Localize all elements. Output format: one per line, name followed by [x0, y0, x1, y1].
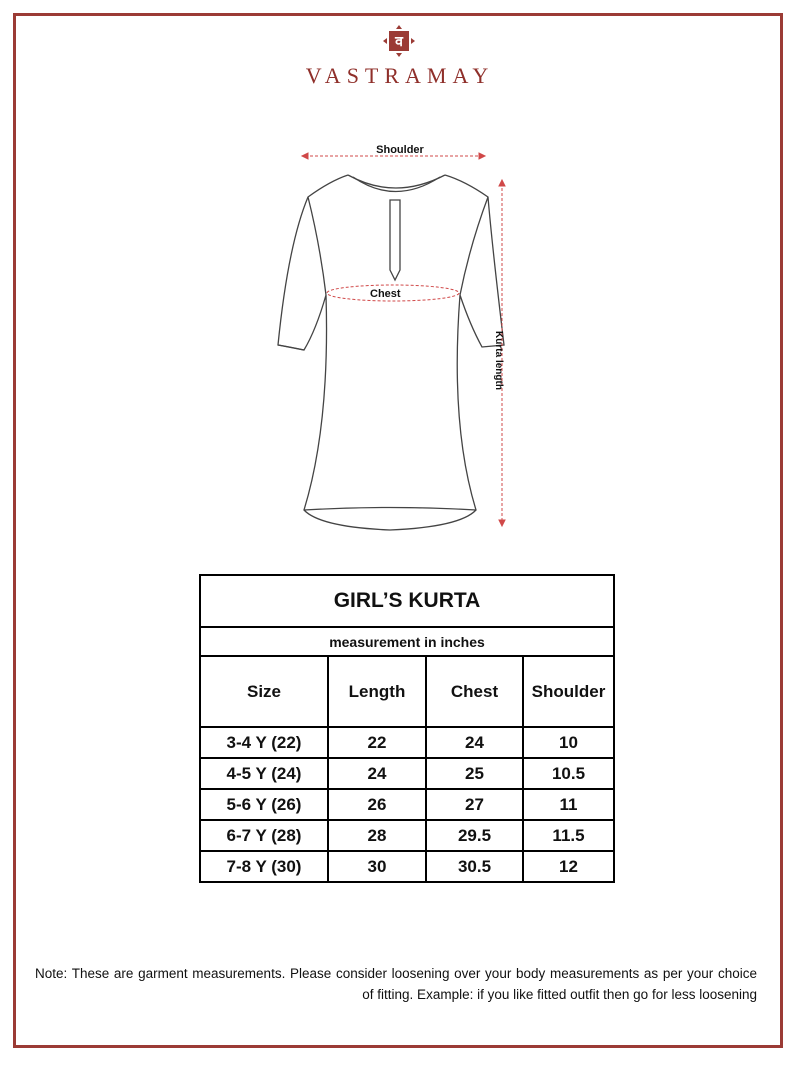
header-size: Size — [200, 656, 328, 727]
fitting-note: Note: These are garment measurements. Please consider loosening over your body measurements as per your choice of fitting. Example: if you like fitted outfit then go for less loosening — [35, 966, 757, 1002]
brand-name: VASTRAMAY — [305, 63, 495, 88]
cell-size: 3-4 Y (22) — [200, 727, 328, 758]
cell-chest: 30.5 — [426, 851, 523, 882]
cell-length: 24 — [328, 758, 426, 789]
table-title: GIRL’S KURTA — [200, 575, 614, 627]
header-chest: Chest — [426, 656, 523, 727]
cell-size: 5-6 Y (26) — [200, 789, 328, 820]
cell-size: 7-8 Y (30) — [200, 851, 328, 882]
cell-chest: 29.5 — [426, 820, 523, 851]
cell-size: 4-5 Y (24) — [200, 758, 328, 789]
header-length: Length — [328, 656, 426, 727]
size-chart-table — [199, 574, 615, 883]
cell-chest: 24 — [426, 727, 523, 758]
cell-length: 26 — [328, 789, 426, 820]
logo-glyph: व — [395, 34, 403, 50]
cell-shoulder: 11.5 — [523, 820, 614, 851]
kurta-length-label: Kurta length — [492, 331, 504, 390]
cell-shoulder: 11 — [523, 789, 614, 820]
cell-chest: 25 — [426, 758, 523, 789]
brand-logo-icon — [383, 25, 415, 57]
header-shoulder: Shoulder — [523, 656, 614, 727]
cell-shoulder: 10.5 — [523, 758, 614, 789]
cell-chest: 27 — [426, 789, 523, 820]
table-row — [200, 820, 614, 851]
shoulder-label: Shoulder — [376, 144, 424, 156]
cell-length: 28 — [328, 820, 426, 851]
cell-size: 6-7 Y (28) — [200, 820, 328, 851]
table-row — [200, 758, 614, 789]
cell-shoulder: 12 — [523, 851, 614, 882]
unit-note: measurement in inches — [200, 627, 614, 656]
cell-length: 22 — [328, 727, 426, 758]
chest-label: Chest — [370, 288, 401, 300]
table-row — [200, 727, 614, 758]
cell-shoulder: 10 — [523, 727, 614, 758]
table-row — [200, 789, 614, 820]
table-header-row — [200, 656, 614, 727]
table-row — [200, 851, 614, 882]
cell-length: 30 — [328, 851, 426, 882]
